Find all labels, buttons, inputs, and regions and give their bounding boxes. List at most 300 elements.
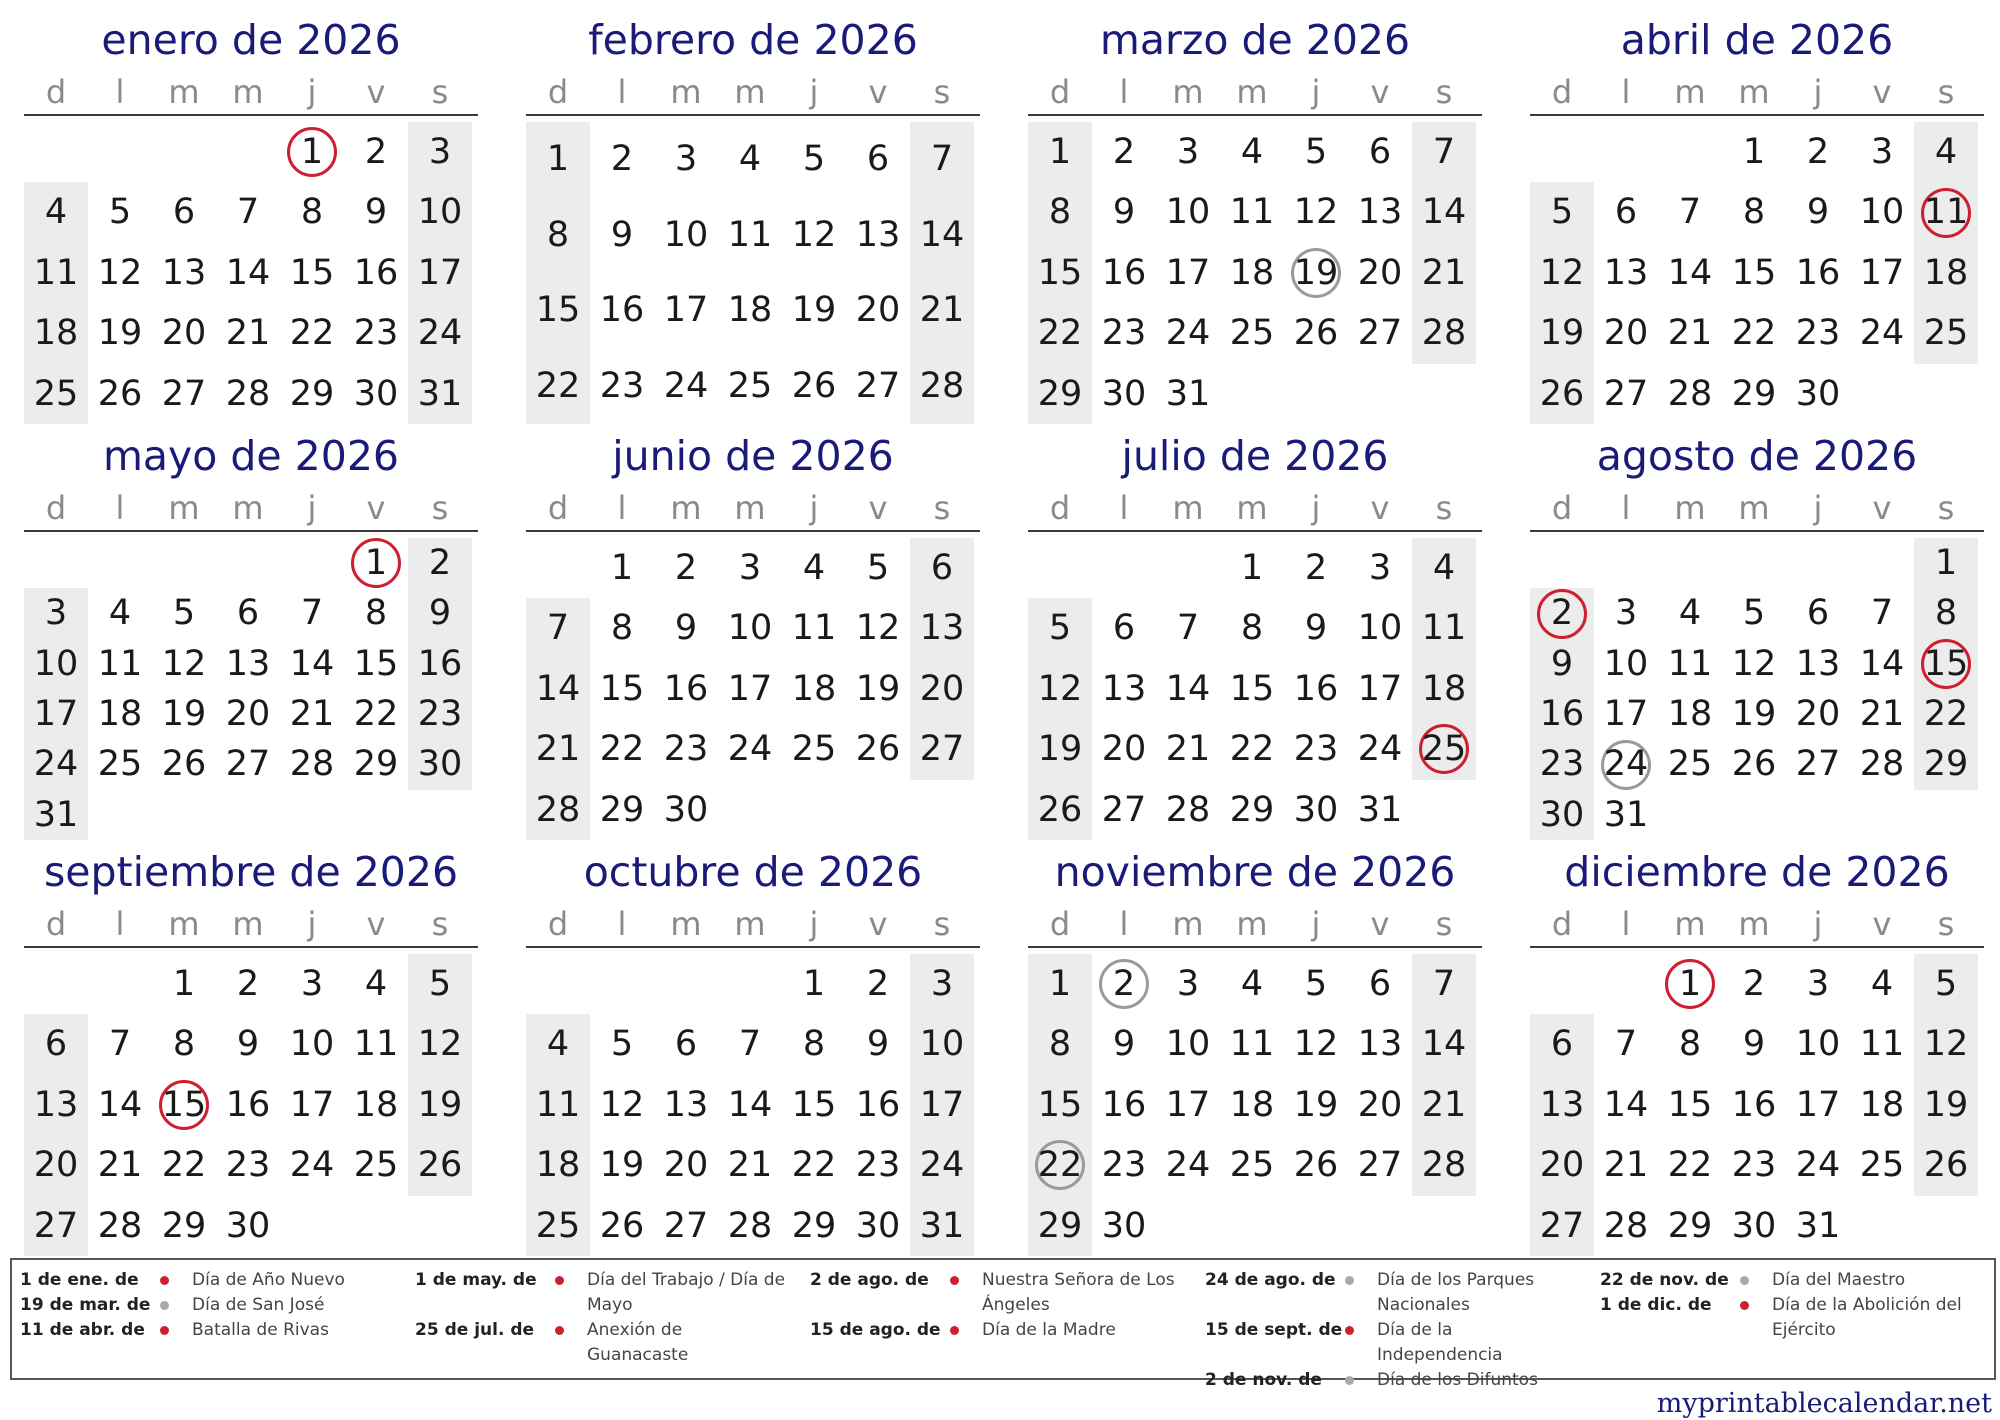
day-cell: 1 (1240, 548, 1264, 588)
day-cell: 6 (44, 1024, 68, 1065)
day-cell: 28 (1667, 373, 1713, 414)
weekday-label: m (734, 905, 766, 943)
day-cell: 25 (97, 744, 143, 785)
day-cell: 12 (1293, 192, 1339, 233)
weekday-label: d (547, 489, 569, 527)
weekday-label: j (307, 905, 317, 943)
day-cell: 3 (738, 548, 762, 588)
day-cell: 24 (1357, 729, 1403, 770)
month-10 (526, 846, 980, 1256)
day-cell: 2 (1112, 964, 1136, 1004)
weekday-label: l (115, 489, 125, 527)
day-cell: 26 (855, 729, 901, 770)
day-cell: 24 (663, 365, 709, 406)
day-cell: 14 (1421, 1024, 1467, 1065)
day-cell: 16 (1293, 668, 1339, 709)
day-cell: 28 (727, 1205, 773, 1246)
holiday-dot-icon (1345, 1326, 1354, 1335)
day-cell: 3 (1368, 548, 1392, 588)
day-cell: 26 (791, 365, 837, 406)
weekday-label: j (1311, 905, 1321, 943)
month-9 (24, 846, 478, 1256)
day-cell: 16 (225, 1084, 271, 1125)
weekday-label: v (1370, 489, 1390, 527)
day-cell: 5 (172, 593, 196, 634)
weekday-label: v (366, 73, 386, 111)
day-cell: 10 (33, 643, 79, 684)
day-cell: 18 (1667, 694, 1713, 734)
day-cell: 20 (855, 290, 901, 330)
day-cell: 11 (1859, 1024, 1905, 1065)
month-title: abril de 2026 (1620, 16, 1894, 64)
day-cell: 28 (1421, 1145, 1467, 1186)
legend-date: 15 de ago. de (810, 1320, 941, 1340)
day-cell: 4 (1678, 593, 1702, 634)
header-rule (1028, 530, 1482, 532)
day-cell: 11 (353, 1024, 399, 1065)
day-cell: 18 (1859, 1084, 1905, 1125)
header-rule (1028, 114, 1482, 116)
month-7 (1028, 430, 1482, 840)
day-cell: 13 (1357, 1024, 1403, 1065)
weekday-label: l (617, 73, 627, 111)
holiday-dot-icon (160, 1276, 169, 1285)
day-cell: 6 (236, 593, 260, 634)
day-cell: 27 (855, 365, 901, 406)
day-cell: 28 (1421, 313, 1467, 354)
day-cell: 24 (1859, 313, 1905, 354)
day-cell: 1 (610, 548, 634, 588)
day-cell: 17 (727, 668, 773, 709)
day-cell: 1 (1678, 964, 1702, 1004)
weekday-label: m (1236, 73, 1268, 111)
weekday-label: d (547, 905, 569, 943)
observance-dot-icon (1345, 1276, 1354, 1285)
day-cell: 12 (1731, 643, 1777, 684)
day-cell: 14 (919, 214, 965, 255)
day-cell: 25 (33, 373, 79, 414)
day-cell: 16 (1539, 694, 1585, 734)
day-cell: 14 (1421, 192, 1467, 233)
day-cell: 25 (791, 729, 837, 770)
day-cell: 16 (1101, 1084, 1147, 1125)
day-cell: 30 (1101, 1205, 1147, 1246)
day-cell: 30 (417, 744, 463, 785)
weekday-label: l (115, 905, 125, 943)
day-cell: 17 (919, 1084, 965, 1125)
legend-date: 2 de ago. de (810, 1270, 929, 1290)
day-cell: 28 (289, 744, 335, 785)
day-cell: 20 (1795, 694, 1841, 734)
day-cell: 12 (855, 608, 901, 649)
day-cell: 14 (727, 1084, 773, 1125)
day-cell: 8 (1934, 593, 1958, 634)
day-cell: 1 (1742, 132, 1766, 172)
day-cell: 17 (1795, 1084, 1841, 1125)
day-cell: 2 (1112, 132, 1136, 172)
day-cell: 8 (610, 608, 634, 649)
weekday-label: m (232, 905, 264, 943)
weekday-label: j (1813, 73, 1823, 111)
weekday-label: m (168, 73, 200, 111)
day-cell: 4 (802, 548, 826, 588)
month-3 (1028, 14, 1482, 424)
day-cell: 28 (97, 1205, 143, 1246)
day-cell: 22 (353, 694, 399, 734)
legend-holiday-name: Nuestra Señora de Los Ángeles (982, 1270, 1175, 1315)
day-cell: 31 (1165, 373, 1211, 414)
weekday-label: m (1674, 905, 1706, 943)
day-cell: 12 (599, 1084, 645, 1125)
day-cell: 23 (663, 729, 709, 770)
day-cell: 18 (97, 694, 143, 734)
weekday-label: l (1621, 905, 1631, 943)
day-cell: 2 (236, 964, 260, 1004)
day-cell: 7 (1176, 608, 1200, 649)
day-cell: 28 (225, 373, 271, 414)
day-cell: 30 (1539, 794, 1585, 835)
day-cell: 21 (97, 1145, 143, 1186)
day-cell: 15 (1667, 1084, 1713, 1125)
weekday-label: j (809, 489, 819, 527)
day-cell: 15 (1923, 643, 1969, 684)
day-cell: 1 (546, 139, 570, 179)
legend-date: 24 de ago. de (1205, 1270, 1336, 1290)
day-cell: 3 (674, 139, 698, 179)
day-cell: 9 (428, 593, 452, 634)
day-cell: 11 (535, 1084, 581, 1125)
day-cell: 30 (1731, 1205, 1777, 1246)
day-cell: 24 (289, 1145, 335, 1186)
weekday-label: j (1813, 905, 1823, 943)
weekday-label: m (670, 905, 702, 943)
day-cell: 3 (44, 593, 68, 634)
month-title: julio de 2026 (1121, 432, 1389, 480)
day-cell: 14 (1859, 643, 1905, 684)
day-cell: 20 (1539, 1145, 1585, 1186)
day-cell: 23 (1101, 1145, 1147, 1186)
weekday-label: m (1236, 905, 1268, 943)
day-cell: 14 (225, 252, 271, 293)
day-cell: 12 (417, 1024, 463, 1065)
day-cell: 27 (1357, 313, 1403, 354)
day-cell: 6 (674, 1024, 698, 1065)
day-cell: 11 (791, 608, 837, 649)
day-cell: 29 (1229, 789, 1275, 830)
day-cell: 22 (791, 1145, 837, 1186)
header-rule (1028, 946, 1482, 948)
header-rule (526, 114, 980, 116)
day-cell: 17 (1859, 252, 1905, 293)
day-cell: 19 (1539, 313, 1585, 354)
day-cell: 22 (1229, 729, 1275, 770)
observance-dot-icon (1740, 1276, 1749, 1285)
weekday-label: d (1551, 73, 1573, 111)
day-cell: 31 (1603, 794, 1649, 835)
weekday-label: d (1551, 905, 1573, 943)
day-cell: 7 (930, 139, 954, 179)
day-cell: 23 (1101, 313, 1147, 354)
legend-holiday-name: Día del Maestro (1772, 1270, 1906, 1290)
day-cell: 10 (919, 1024, 965, 1065)
weekday-label: m (232, 489, 264, 527)
weekday-label: d (1551, 489, 1573, 527)
weekday-label: v (1370, 73, 1390, 111)
day-cell: 22 (1731, 313, 1777, 354)
day-cell: 20 (663, 1145, 709, 1186)
weekday-label: v (366, 489, 386, 527)
day-cell: 13 (855, 214, 901, 255)
month-4 (1530, 14, 1984, 424)
observance-dot-icon (1345, 1376, 1354, 1385)
day-cell: 1 (172, 964, 196, 1004)
legend-date: 11 de abr. de (20, 1320, 145, 1340)
day-cell: 19 (1923, 1084, 1969, 1125)
header-rule (526, 530, 980, 532)
day-cell: 5 (1048, 608, 1072, 649)
day-cell: 5 (1934, 964, 1958, 1004)
day-cell: 7 (546, 608, 570, 649)
day-cell: 21 (289, 694, 335, 734)
month-title: diciembre de 2026 (1564, 848, 1950, 896)
weekday-label: m (734, 73, 766, 111)
day-cell: 1 (1048, 964, 1072, 1004)
day-cell: 6 (1368, 964, 1392, 1004)
day-cell: 28 (535, 789, 581, 830)
day-cell: 5 (1304, 964, 1328, 1004)
day-cell: 9 (236, 1024, 260, 1065)
day-cell: 5 (1742, 593, 1766, 634)
header-rule (1530, 530, 1984, 532)
day-cell: 13 (33, 1084, 79, 1125)
day-cell: 21 (1421, 1084, 1467, 1125)
day-cell: 26 (97, 373, 143, 414)
day-cell: 15 (1731, 252, 1777, 293)
day-cell: 28 (1165, 789, 1211, 830)
day-cell: 19 (791, 290, 837, 330)
day-cell: 29 (1667, 1205, 1713, 1246)
day-cell: 27 (1357, 1145, 1403, 1186)
day-cell: 21 (225, 313, 271, 354)
weekday-label: v (868, 905, 888, 943)
day-cell: 6 (1614, 192, 1638, 233)
day-cell: 26 (417, 1145, 463, 1186)
weekday-label: s (933, 905, 951, 943)
day-cell: 15 (1037, 1084, 1083, 1125)
day-cell: 6 (1550, 1024, 1574, 1065)
day-cell: 17 (1165, 252, 1211, 293)
weekday-label: l (1621, 73, 1631, 111)
day-cell: 2 (428, 543, 452, 583)
weekday-label: l (115, 73, 125, 111)
weekday-label: m (1738, 905, 1770, 943)
day-cell: 22 (1037, 313, 1083, 354)
day-cell: 5 (802, 139, 826, 179)
day-cell: 27 (225, 744, 271, 785)
day-cell: 9 (1112, 192, 1136, 233)
weekday-label: s (1435, 73, 1453, 111)
day-cell: 29 (1037, 373, 1083, 414)
day-cell: 6 (1806, 593, 1830, 634)
legend-date: 25 de jul. de (415, 1320, 535, 1340)
weekday-label: m (1172, 73, 1204, 111)
legend-date: 1 de dic. de (1600, 1295, 1712, 1315)
day-cell: 15 (599, 668, 645, 709)
day-cell: 30 (1101, 373, 1147, 414)
weekday-label: j (1311, 489, 1321, 527)
day-cell: 7 (1432, 964, 1456, 1004)
site-watermark[interactable]: myprintablecalendar.net (1656, 1388, 1992, 1419)
day-cell: 23 (599, 365, 645, 406)
day-cell: 26 (599, 1205, 645, 1246)
weekday-label: l (617, 905, 627, 943)
day-cell: 17 (1357, 668, 1403, 709)
weekday-label: m (1738, 489, 1770, 527)
day-cell: 8 (300, 192, 324, 233)
day-cell: 1 (364, 543, 388, 583)
day-cell: 14 (1165, 668, 1211, 709)
day-cell: 29 (353, 744, 399, 785)
day-cell: 14 (97, 1084, 143, 1125)
day-cell: 29 (289, 373, 335, 414)
day-cell: 6 (1368, 132, 1392, 172)
day-cell: 11 (1229, 1024, 1275, 1065)
day-cell: 22 (599, 729, 645, 770)
day-cell: 11 (1923, 192, 1969, 233)
day-cell: 10 (1357, 608, 1403, 649)
holiday-dot-icon (950, 1326, 959, 1335)
day-cell: 14 (535, 668, 581, 709)
holiday-dot-icon (1740, 1301, 1749, 1310)
weekday-label: m (1236, 489, 1268, 527)
day-cell: 16 (1101, 252, 1147, 293)
day-cell: 3 (1806, 964, 1830, 1004)
day-cell: 10 (1165, 1024, 1211, 1065)
day-cell: 16 (855, 1084, 901, 1125)
day-cell: 4 (546, 1024, 570, 1065)
day-cell: 3 (1176, 964, 1200, 1004)
day-cell: 21 (1859, 694, 1905, 734)
day-cell: 17 (417, 252, 463, 293)
day-cell: 24 (1165, 313, 1211, 354)
day-cell: 24 (417, 313, 463, 354)
month-1 (24, 14, 478, 424)
day-cell: 22 (1037, 1145, 1083, 1186)
day-cell: 30 (855, 1205, 901, 1246)
observance-dot-icon (160, 1301, 169, 1310)
weekday-label: s (1937, 73, 1955, 111)
legend-holiday-name: Día del Trabajo / Día de Mayo (587, 1270, 786, 1315)
legend-holiday-name: Batalla de Rivas (192, 1320, 329, 1340)
weekday-label: l (1119, 73, 1129, 111)
weekday-label: m (1674, 489, 1706, 527)
day-cell: 2 (1304, 548, 1328, 588)
day-cell: 23 (353, 313, 399, 354)
day-cell: 23 (1731, 1145, 1777, 1186)
day-cell: 24 (1165, 1145, 1211, 1186)
day-cell: 19 (599, 1145, 645, 1186)
day-cell: 28 (1603, 1205, 1649, 1246)
day-cell: 1 (802, 964, 826, 1004)
weekday-label: v (1872, 905, 1892, 943)
day-cell: 9 (866, 1024, 890, 1065)
day-cell: 23 (855, 1145, 901, 1186)
weekday-label: d (45, 73, 67, 111)
day-cell: 18 (1923, 252, 1969, 293)
day-cell: 26 (1037, 789, 1083, 830)
legend-date: 22 de nov. de (1600, 1270, 1729, 1290)
legend-date: 2 de nov. de (1205, 1370, 1322, 1390)
day-cell: 20 (225, 694, 271, 734)
day-cell: 2 (364, 132, 388, 172)
day-cell: 12 (1923, 1024, 1969, 1065)
weekday-label: m (1674, 73, 1706, 111)
weekday-label: s (933, 73, 951, 111)
weekday-label: d (45, 905, 67, 943)
day-cell: 3 (930, 964, 954, 1004)
day-cell: 17 (663, 290, 709, 330)
day-cell: 18 (535, 1145, 581, 1186)
day-cell: 4 (1240, 964, 1264, 1004)
day-cell: 27 (1539, 1205, 1585, 1246)
day-cell: 30 (225, 1205, 271, 1246)
day-cell: 19 (1293, 1084, 1339, 1125)
day-cell: 7 (738, 1024, 762, 1065)
day-cell: 25 (1229, 313, 1275, 354)
weekday-label: s (431, 73, 449, 111)
day-cell: 27 (1795, 744, 1841, 785)
legend-holiday-name: Día de los Parques Nacionales (1377, 1270, 1535, 1315)
weekday-label: j (307, 489, 317, 527)
day-cell: 3 (1870, 132, 1894, 172)
day-cell: 20 (33, 1145, 79, 1186)
day-cell: 30 (1795, 373, 1841, 414)
day-cell: 20 (1357, 1084, 1403, 1125)
day-cell: 13 (1101, 668, 1147, 709)
weekday-label: s (1937, 489, 1955, 527)
day-cell: 15 (791, 1084, 837, 1125)
weekday-label: l (1621, 489, 1631, 527)
day-cell: 18 (1421, 668, 1467, 709)
day-cell: 17 (1165, 1084, 1211, 1125)
day-cell: 27 (919, 729, 965, 770)
day-cell: 10 (1603, 643, 1649, 684)
legend-date: 1 de may. de (415, 1270, 537, 1290)
day-cell: 19 (1731, 694, 1777, 734)
day-cell: 18 (1229, 252, 1275, 293)
day-cell: 14 (1667, 252, 1713, 293)
month-8 (1530, 430, 1984, 840)
day-cell: 12 (1037, 668, 1083, 709)
day-cell: 3 (1614, 593, 1638, 634)
day-cell: 21 (1603, 1145, 1649, 1186)
day-cell: 21 (919, 290, 965, 330)
day-cell: 16 (353, 252, 399, 293)
month-title: marzo de 2026 (1099, 16, 1411, 64)
day-cell: 25 (727, 365, 773, 406)
day-cell: 12 (1539, 252, 1585, 293)
day-cell: 13 (1603, 252, 1649, 293)
weekday-label: d (1049, 905, 1071, 943)
day-cell: 2 (1806, 132, 1830, 172)
day-cell: 9 (364, 192, 388, 233)
weekday-label: j (1311, 73, 1321, 111)
month-2 (526, 14, 980, 424)
day-cell: 30 (1293, 789, 1339, 830)
day-cell: 20 (1603, 313, 1649, 354)
legend-holiday-name: Día de la Madre (982, 1320, 1116, 1340)
day-cell: 24 (727, 729, 773, 770)
